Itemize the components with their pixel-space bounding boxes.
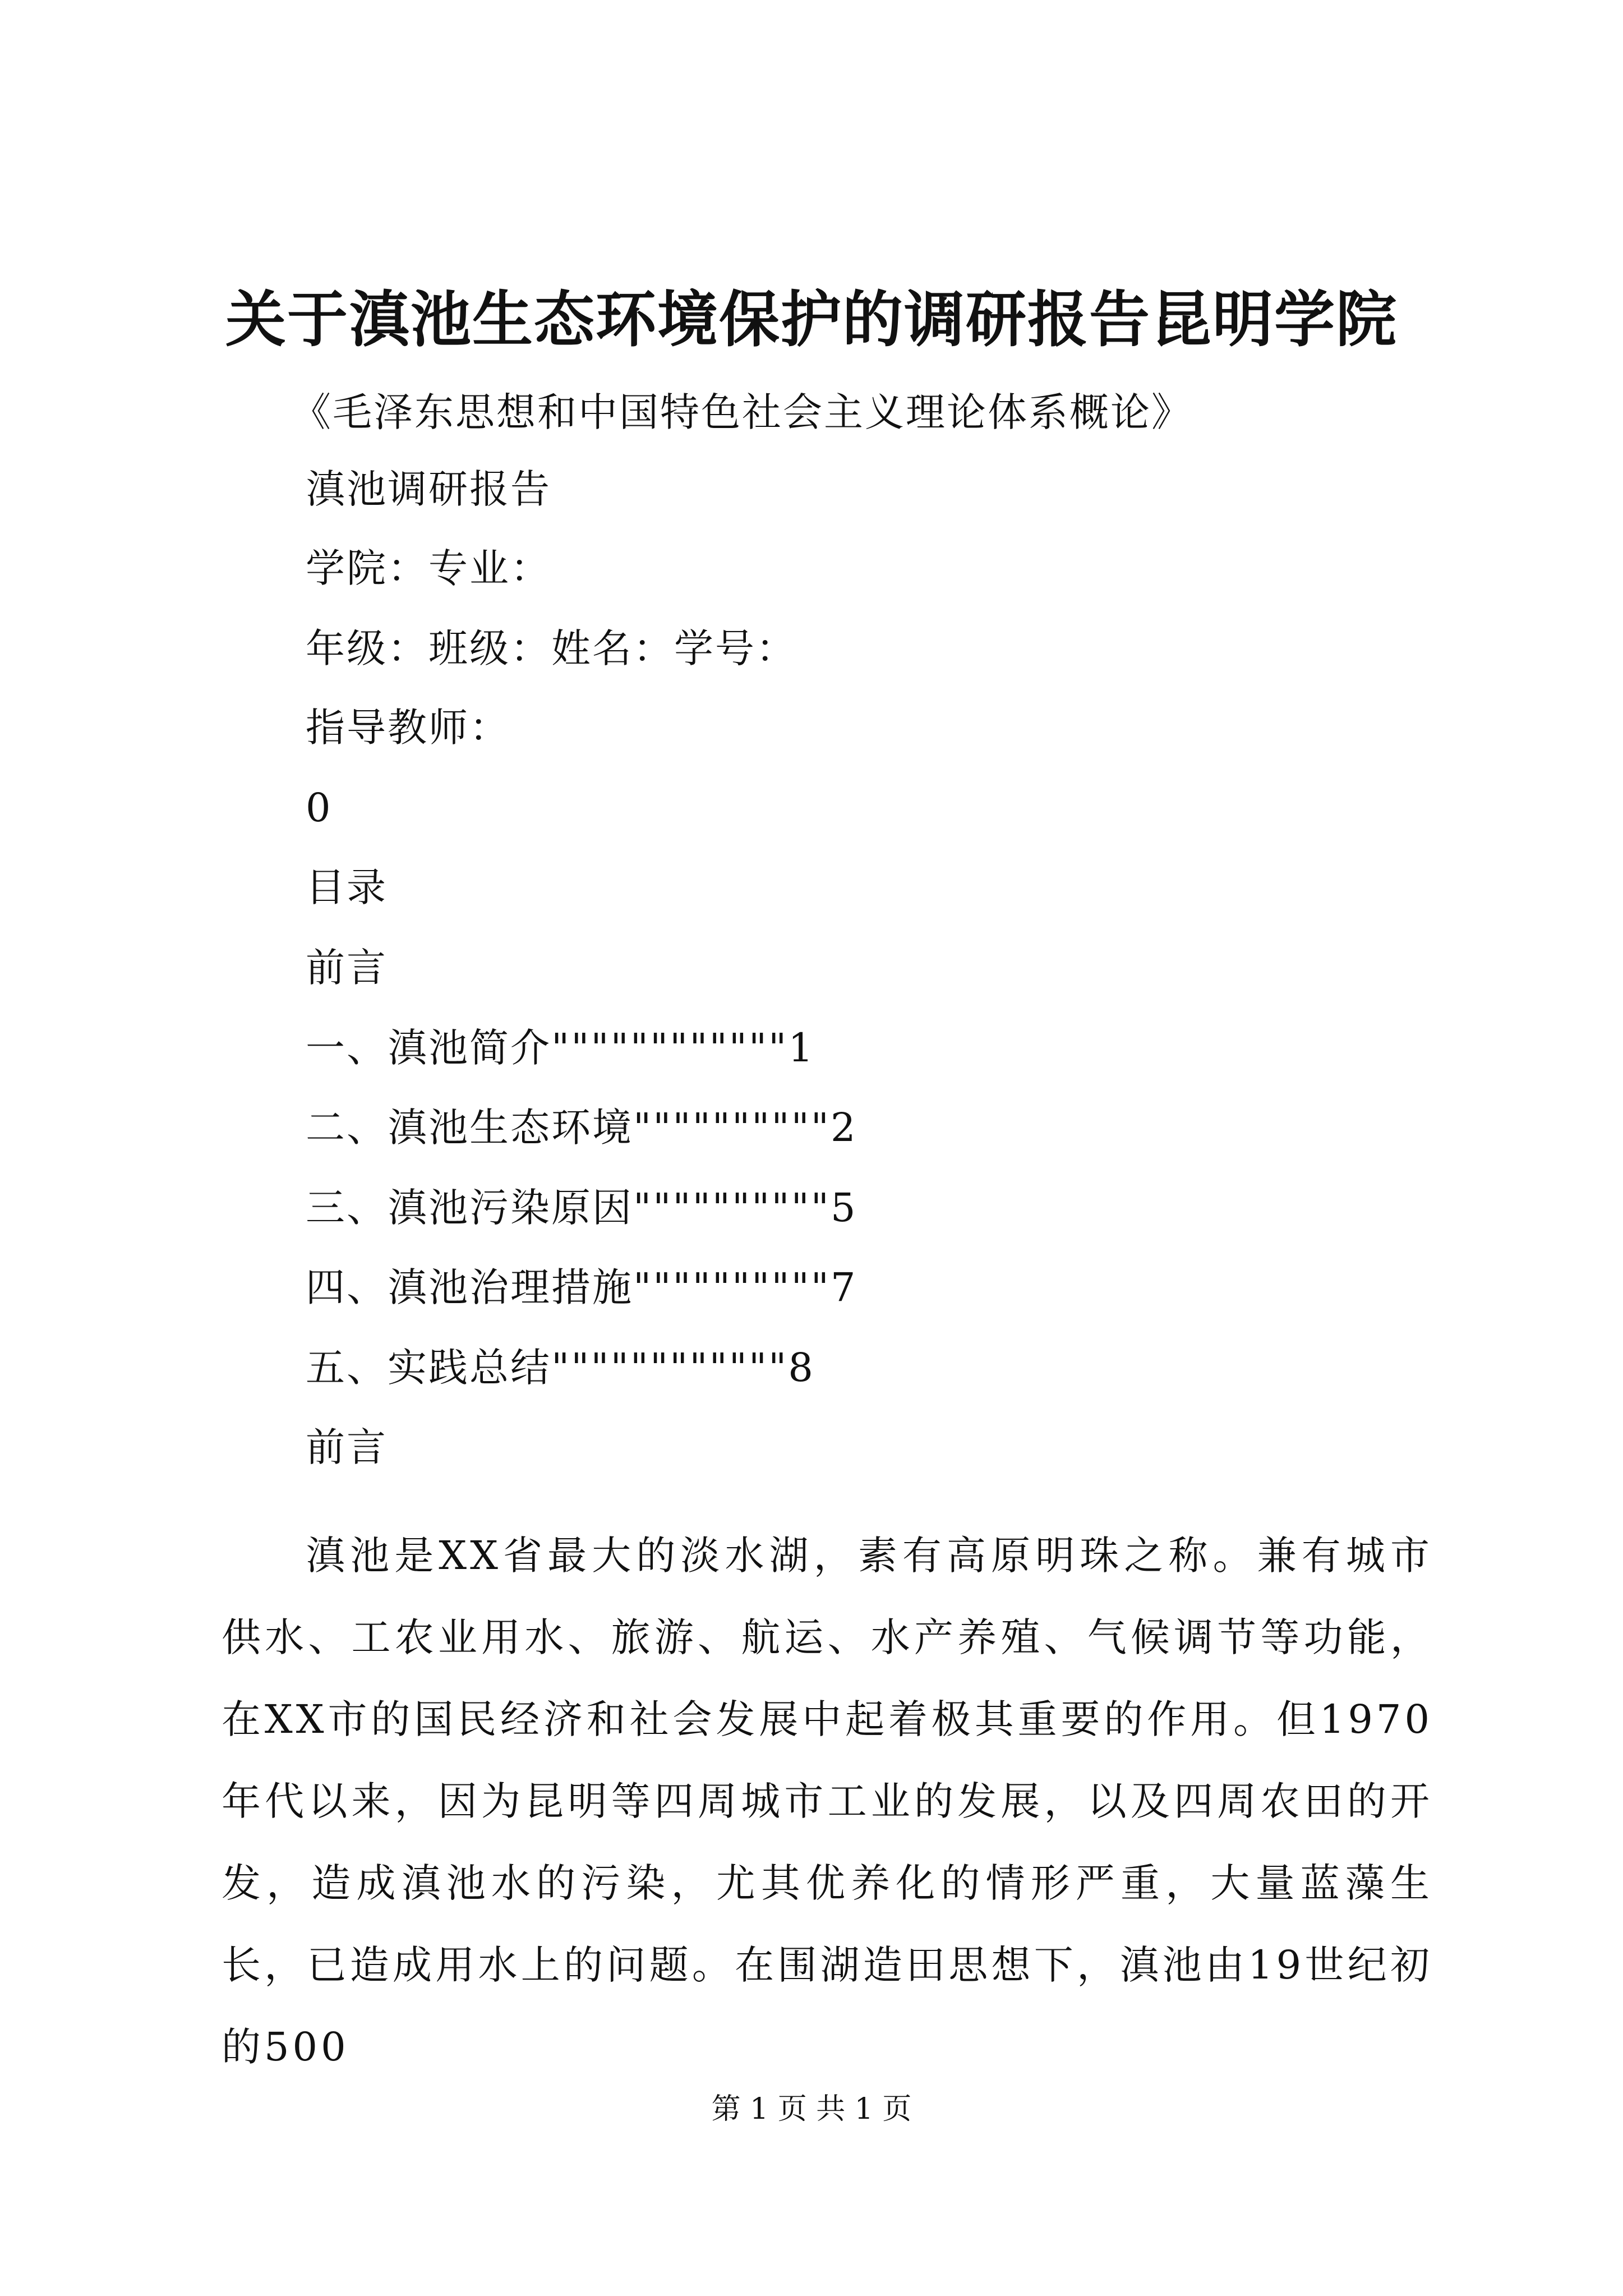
toc-item: 四、滇池治理措施""""""""""7 <box>306 1264 857 1310</box>
college-major-field: 学院：专业： <box>306 545 551 591</box>
toc-preface: 前言 <box>306 945 388 991</box>
preface-heading: 前言 <box>306 1424 388 1470</box>
toc-item: 二、滇池生态环境""""""""""2 <box>306 1105 857 1151</box>
toc-item: 三、滇池污染原因""""""""""5 <box>306 1185 857 1231</box>
advisor-field: 指导教师： <box>306 705 510 751</box>
page-footer: 第 1 页 共 1 页 <box>711 2092 912 2126</box>
document-title: 关于滇池生态环境保护的调研报告昆明学院 <box>225 284 1398 355</box>
toc-heading: 目录 <box>306 864 388 910</box>
report-name: 滇池调研报告 <box>306 466 551 512</box>
course-name: 《毛泽东思想和中国特色社会主义理论体系概论》 <box>292 389 1192 435</box>
toc-item: 五、实践总结""""""""""""8 <box>306 1345 815 1391</box>
preface-paragraph: 滇池是XX省最大的淡水湖，素有高原明珠之称。兼有城市供水、工农业用水、旅游、航运、水产养殖、气候调节等功能，在XX市的国民经济和社会发展中起着极其重要的作用。但1970年代以来，因为昆明等四周城市工业的发展，以及四周农田的开发，造成滇池水的污染，尤其优养化的情形严重，大量蓝藻生长，已造成用水上的问题。在围湖造田思想下，滇池由19世纪初的500 <box>222 1533 1433 2070</box>
toc-item: 一、滇池简介""""""""""""1 <box>306 1025 815 1071</box>
grade-class-name-id-field: 年级：班级：姓名：学号： <box>306 625 797 671</box>
zero-line: 0 <box>306 785 333 831</box>
